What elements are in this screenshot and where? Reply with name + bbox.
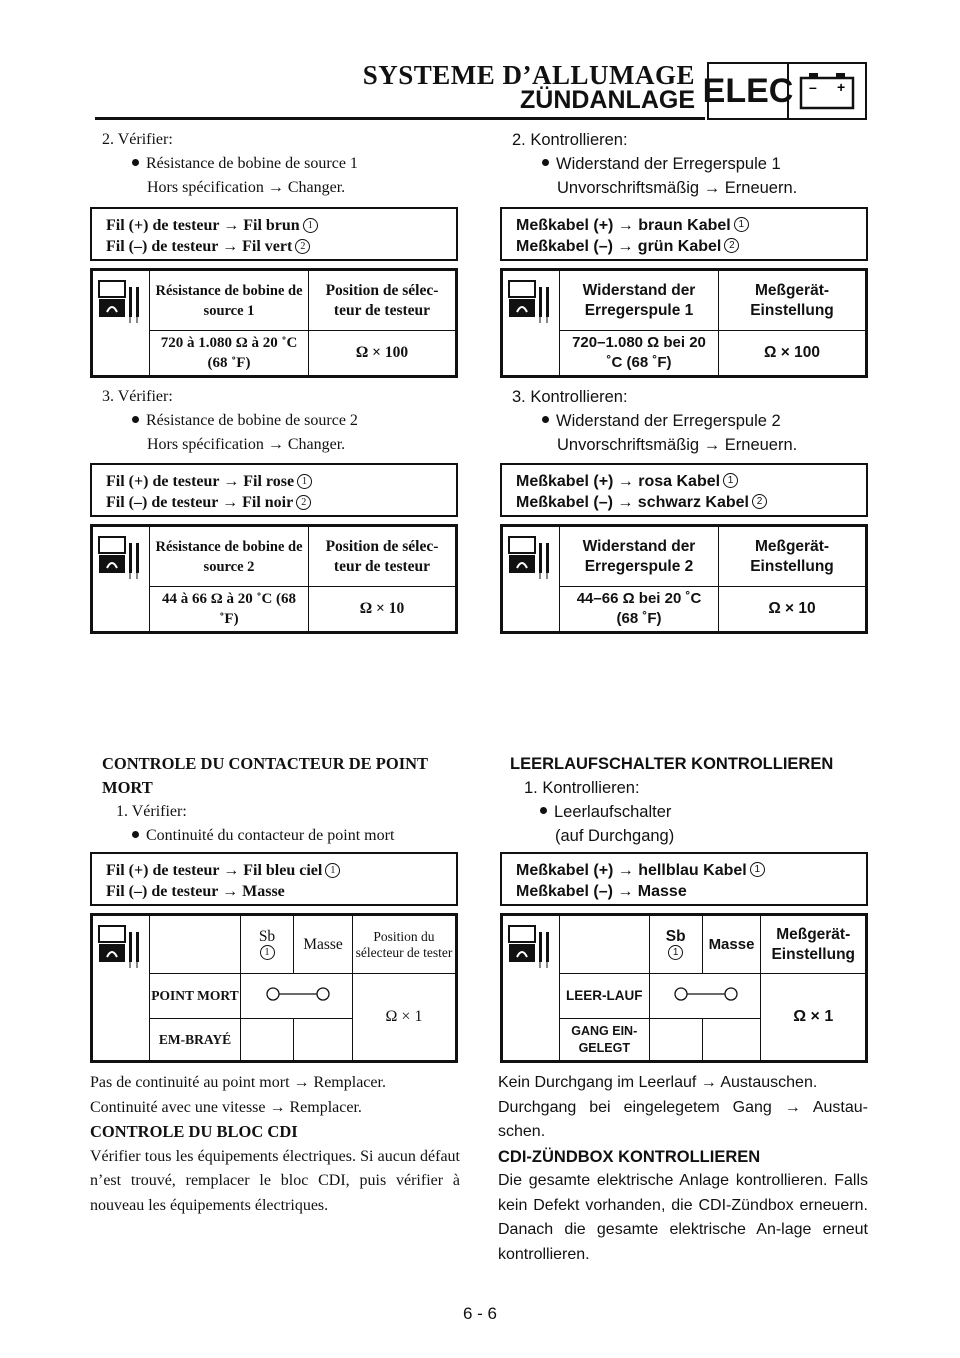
fr-neutral-section bbox=[102, 752, 472, 848]
fr-spec3-val: Ω × 1 bbox=[353, 974, 456, 1061]
de-spec1-val2: Ω × 100 bbox=[719, 331, 866, 376]
fr-wire2-l1: Fil (+) de testeur → Fil rose bbox=[106, 473, 295, 490]
fr-spec-table-3 bbox=[90, 913, 458, 1063]
fr-spec3-row1: POINT MORT bbox=[150, 974, 241, 1019]
header-title-de: ZÜNDANLAGE bbox=[520, 86, 695, 114]
battery-minus: – bbox=[809, 79, 817, 95]
fr-spec3-col-sel: Position du sélecteur de tester bbox=[353, 916, 456, 974]
de-spec3-empty-cell bbox=[702, 1019, 761, 1061]
number-circle-icon: 1 bbox=[723, 473, 738, 488]
number-circle-icon: 1 bbox=[303, 218, 318, 233]
bullet-icon bbox=[542, 416, 549, 423]
fr-spec-table-1 bbox=[90, 268, 458, 378]
multimeter-icon bbox=[93, 916, 150, 1061]
fr-step2-num: 2. Vérifier: bbox=[102, 131, 173, 148]
de-cdi-heading: CDI-ZÜNDBOX KONTROLLIEREN bbox=[498, 1147, 761, 1166]
de-wire3-l1: Meßkabel (+) → hellblau Kabel bbox=[516, 862, 747, 879]
battery-icon bbox=[789, 62, 867, 120]
fr-spec3-col-masse: Masse bbox=[294, 916, 353, 974]
number-circle-icon: 1 bbox=[297, 474, 312, 489]
de-spec3-empty-cell bbox=[649, 1019, 702, 1061]
multimeter-icon bbox=[503, 271, 560, 376]
de-step2-item: Widerstand der Erregerspule 1 bbox=[556, 155, 781, 173]
fr-wire-box-3 bbox=[90, 852, 458, 906]
fr-wire3-l1: Fil (+) de testeur → Fil bleu ciel bbox=[106, 862, 323, 879]
fr-result-2: Continuité avec une vitesse → Remplacer. bbox=[90, 1098, 362, 1116]
fr-result-1: Pas de continuité au point mort → Remplacer. bbox=[90, 1074, 386, 1091]
de-spec-table-1 bbox=[500, 268, 868, 378]
de-results bbox=[498, 1071, 868, 1267]
fr-neutral-heading-1: CONTROLE DU CONTACTEUR DE POINT bbox=[102, 754, 429, 773]
fr-wire2-l2: Fil (–) de testeur → Fil noir bbox=[106, 494, 294, 511]
de-wire1-l2: Meßkabel (–) → grün Kabel bbox=[516, 238, 722, 255]
de-spec3-empty-header bbox=[559, 916, 649, 974]
number-circle-icon: 1 bbox=[668, 945, 683, 960]
de-spec3-col-sel: Meßgerät-Einstellung bbox=[761, 916, 866, 974]
de-spec3-col-masse: Masse bbox=[702, 916, 761, 974]
de-step3-item: Widerstand der Erregerspule 2 bbox=[556, 412, 781, 430]
de-step2 bbox=[500, 128, 870, 200]
fr-spec2-col2: Position de sélec-teur de testeur bbox=[309, 527, 456, 587]
fr-results bbox=[90, 1071, 460, 1218]
fr-neutral-heading-2: MORT bbox=[102, 778, 153, 797]
de-wire2-l2: Meßkabel (–) → schwarz Kabel bbox=[516, 494, 749, 511]
de-wire-box-2 bbox=[500, 463, 868, 517]
de-neutral-item: Leerlaufschalter bbox=[554, 803, 672, 821]
bullet-icon bbox=[132, 159, 139, 166]
section-badge: ELEC bbox=[707, 62, 789, 120]
fr-step2 bbox=[90, 128, 460, 200]
de-wire2-l1: Meßkabel (+) → rosa Kabel bbox=[516, 473, 721, 490]
de-step3 bbox=[500, 385, 870, 457]
number-circle-icon: 2 bbox=[724, 238, 739, 253]
header-rule bbox=[95, 117, 705, 120]
bullet-icon bbox=[542, 159, 549, 166]
fr-step2-item: Résistance de bobine de source 1 bbox=[146, 155, 358, 172]
fr-spec2-col1: Résistance de bobine de source 2 bbox=[150, 527, 309, 587]
fr-spec1-val1: 720 à 1.080 Ω à 20 ˚C (68 ˚F) bbox=[150, 331, 309, 376]
fr-cdi-heading: CONTROLE DU BLOC CDI bbox=[90, 1122, 298, 1141]
fr-step3-item: Résistance de bobine de source 2 bbox=[146, 412, 358, 429]
de-step3-num: 3. Kontrollieren: bbox=[512, 388, 628, 406]
de-spec-table-2 bbox=[500, 524, 868, 634]
de-spec3-col-sb: Sb bbox=[665, 927, 686, 945]
fr-wire-box-1 bbox=[90, 207, 458, 261]
fr-spec3-empty-cell bbox=[241, 1019, 294, 1061]
fr-spec3-row2: EM-BRAYÉ bbox=[150, 1019, 241, 1061]
multimeter-icon bbox=[93, 527, 150, 632]
fr-cdi-text: Vérifier tous les équipements électriques. Si aucun défaut n’est trouvé, remplacer le bloc CDI, puis vérifier à nouveau les équipements électriques. bbox=[90, 1147, 460, 1214]
multimeter-icon bbox=[503, 916, 560, 1061]
fr-spec3-empty-cell bbox=[294, 1019, 353, 1061]
bullet-icon bbox=[132, 831, 139, 838]
number-circle-icon: 2 bbox=[296, 495, 311, 510]
fr-spec1-col1: Résistance de bobine de source 1 bbox=[150, 271, 309, 331]
de-spec3-row1: LEER-LAUF bbox=[559, 974, 649, 1019]
multimeter-icon bbox=[93, 271, 150, 376]
continuity-symbol bbox=[241, 974, 353, 1019]
fr-spec1-col2: Position de sélec-teur de testeur bbox=[309, 271, 456, 331]
number-circle-icon: 2 bbox=[752, 494, 767, 509]
de-spec2-col2: Meßgerät-Einstellung bbox=[719, 527, 866, 587]
de-cdi-text: Die gesamte elektrische Anlage kontrollieren. Falls kein Defekt vorhanden, die CDI-Zündbox erneuern. Danach die gesamte elektrische An-lage erneut kontrollieren. bbox=[498, 1172, 868, 1263]
de-neutral-item-2: (auf Durchgang) bbox=[555, 827, 675, 845]
de-step2-action: Unvorschriftsmäßig → Erneuern. bbox=[557, 179, 798, 197]
bullet-icon bbox=[540, 807, 547, 814]
de-spec-table-3 bbox=[500, 913, 868, 1063]
de-neutral-num: 1. Kontrollieren: bbox=[524, 779, 640, 797]
fr-spec2-val2: Ω × 10 bbox=[309, 587, 456, 632]
fr-step3-num: 3. Vérifier: bbox=[102, 388, 173, 405]
number-circle-icon: 2 bbox=[295, 239, 310, 254]
fr-spec1-val2: Ω × 100 bbox=[309, 331, 456, 376]
number-circle-icon: 1 bbox=[750, 862, 765, 877]
continuity-symbol bbox=[649, 974, 761, 1019]
de-wire-box-3 bbox=[500, 852, 868, 906]
de-neutral-section bbox=[510, 752, 880, 848]
fr-wire1-l1: Fil (+) de testeur → Fil brun bbox=[106, 217, 300, 234]
multimeter-icon bbox=[503, 527, 560, 632]
de-spec1-col1: Widerstand der Erregerspule 1 bbox=[560, 271, 719, 331]
fr-spec3-empty-header bbox=[150, 916, 241, 974]
fr-neutral-item: Continuité du contacteur de point mort bbox=[146, 827, 395, 844]
fr-step3 bbox=[90, 385, 460, 457]
page-number: 6 - 6 bbox=[462, 1304, 498, 1323]
number-circle-icon: 1 bbox=[260, 945, 275, 960]
header-title-fr: SYSTEME D’ALLUMAGE bbox=[362, 60, 695, 90]
de-wire-box-1 bbox=[500, 207, 868, 261]
de-step3-action: Unvorschriftsmäßig → Erneuern. bbox=[557, 436, 798, 454]
de-spec1-col2: Meßgerät-Einstellung bbox=[719, 271, 866, 331]
de-result-2: Durchgang bei eingelegetem Gang → Austau-schen. bbox=[498, 1098, 868, 1140]
de-spec2-col1: Widerstand der Erregerspule 2 bbox=[560, 527, 719, 587]
de-neutral-heading: LEERLAUFSCHALTER KONTROLLIEREN bbox=[510, 755, 834, 773]
de-spec3-row2: GANG EIN-GELEGT bbox=[559, 1019, 649, 1061]
de-result-1: Kein Durchgang im Leerlauf → Austauschen. bbox=[498, 1074, 818, 1091]
fr-spec3-col-sb: Sb bbox=[258, 927, 276, 945]
fr-wire3-l2: Fil (–) de testeur → Masse bbox=[106, 883, 285, 900]
de-spec1-val1: 720–1.080 Ω bei 20 ˚C (68 ˚F) bbox=[560, 331, 719, 376]
de-wire3-l2: Meßkabel (–) → Masse bbox=[516, 883, 687, 900]
de-spec2-val1: 44–66 Ω bei 20 ˚C (68 ˚F) bbox=[560, 587, 719, 632]
de-step2-num: 2. Kontrollieren: bbox=[512, 131, 628, 149]
bullet-icon bbox=[132, 416, 139, 423]
fr-wire-box-2 bbox=[90, 463, 458, 517]
fr-spec-table-2 bbox=[90, 524, 458, 634]
de-wire1-l1: Meßkabel (+) → braun Kabel bbox=[516, 217, 731, 234]
battery-plus: + bbox=[837, 79, 846, 95]
number-circle-icon: 1 bbox=[734, 217, 749, 232]
number-circle-icon: 1 bbox=[325, 863, 340, 878]
de-spec3-val: Ω × 1 bbox=[761, 974, 866, 1061]
fr-spec2-val1: 44 à 66 Ω à 20 ˚C (68 ˚F) bbox=[150, 587, 309, 632]
fr-wire1-l2: Fil (–) de testeur → Fil vert bbox=[106, 238, 293, 255]
fr-step2-action: Hors spécification → Changer. bbox=[147, 179, 346, 196]
de-spec2-val2: Ω × 10 bbox=[719, 587, 866, 632]
fr-step3-action: Hors spécification → Changer. bbox=[147, 436, 346, 453]
fr-neutral-num: 1. Vérifier: bbox=[116, 803, 187, 820]
